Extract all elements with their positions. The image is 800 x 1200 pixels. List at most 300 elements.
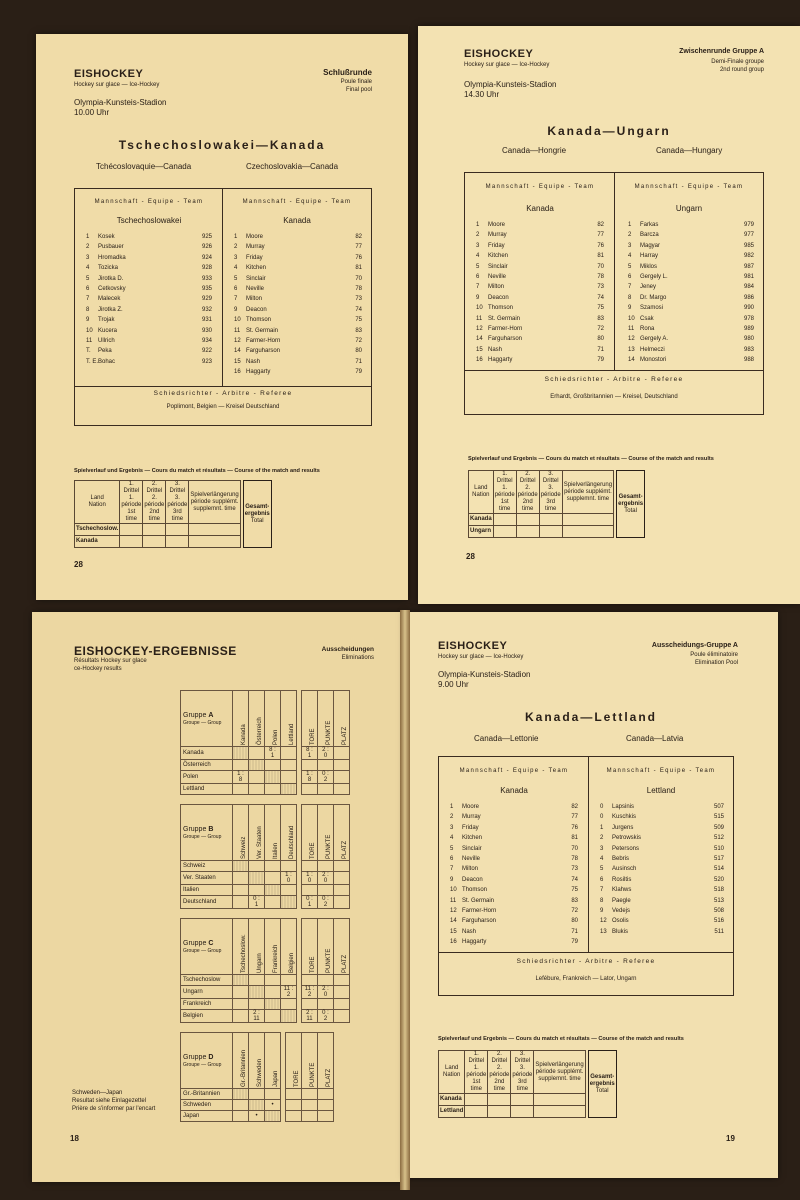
player-name: Jirotka D. <box>98 275 124 282</box>
player-id: 72 <box>597 326 604 333</box>
roster-player <box>234 315 362 325</box>
jersey-number: 2 <box>234 244 238 251</box>
player-id: 71 <box>355 358 362 365</box>
roster-player <box>450 833 578 843</box>
land-label: Land <box>474 485 488 491</box>
player-name: Murray <box>462 814 481 821</box>
player-id: 931 <box>201 317 212 324</box>
team-column-header: Mannschaft - Equipe - Team <box>634 184 744 190</box>
group-goals <box>302 760 318 771</box>
group-result-cell <box>265 760 281 771</box>
group-points: 0 : 2 <box>318 896 334 909</box>
player-name: Haggarty <box>462 939 487 946</box>
player-id: 82 <box>597 222 604 228</box>
group-result-cell: • <box>265 1100 281 1111</box>
roster-player <box>234 284 362 294</box>
group-result-cell: 1 : 0 <box>281 872 297 885</box>
player-id: 78 <box>571 856 578 863</box>
player-name: Gergely A. <box>640 336 669 343</box>
player-name: Moore <box>462 804 480 810</box>
player-name: Jirotka Z. <box>98 306 123 313</box>
player-name: Hromadka <box>98 254 126 261</box>
jersey-number: 12 <box>450 908 457 915</box>
group-row-team: Österreich <box>181 760 233 771</box>
team-name-right: Ungarn <box>675 204 703 213</box>
jersey-number: 10 <box>476 305 483 312</box>
group-result-cell: 8 : 1 <box>265 747 281 760</box>
period-header-d3: 3rd time <box>171 509 184 522</box>
player-id: 70 <box>597 263 604 270</box>
player-name: Bebris <box>612 856 630 863</box>
group-goals: 2 : 11 <box>302 1010 318 1023</box>
player-name: Miklos <box>640 263 658 270</box>
group-goals <box>302 885 318 896</box>
jersey-number: 1 <box>450 804 454 810</box>
group-sub: Groupe — Group <box>183 1061 222 1068</box>
player-name: Farguharson <box>488 336 523 343</box>
jersey-number: 3 <box>234 254 238 261</box>
group-row-team: Deutschland <box>181 896 233 909</box>
group-sub: Groupe — Group <box>183 947 222 954</box>
match-title-fr: Canada—Lettonie <box>474 734 539 743</box>
player-id: 979 <box>743 222 754 228</box>
sport-header: EISHOCKEY <box>438 640 508 652</box>
roster-player <box>600 864 724 874</box>
group-result-cell <box>281 784 297 795</box>
roster-player <box>476 345 604 355</box>
total-header: ergebnis <box>618 500 644 507</box>
period-header-d2: 2. Drittel <box>146 481 163 494</box>
roster-player <box>628 293 754 303</box>
player-id: 70 <box>355 275 362 282</box>
player-id: 932 <box>201 306 212 313</box>
group-result-cell: 0 : 1 <box>249 896 265 909</box>
group-row-team: Frankreich <box>181 999 233 1010</box>
roster-player <box>476 303 604 313</box>
period-header-d1: 1. Drittel <box>123 481 140 494</box>
group-points: 2 : 0 <box>318 986 334 999</box>
player-name: Monostori <box>640 357 667 364</box>
player-name: Murray <box>488 232 507 239</box>
group-result-cell <box>265 771 281 784</box>
referee-label: Schiedsrichter - Arbitre - Referee <box>153 390 293 397</box>
group-place <box>334 771 350 784</box>
player-id: 990 <box>743 305 754 312</box>
player-name: Nash <box>246 358 261 365</box>
roster-player <box>450 927 578 937</box>
group-letter: B <box>208 825 214 833</box>
player-name: St. Germain <box>246 327 279 334</box>
group-result-cell <box>249 760 265 771</box>
note-result: Resultat siehe Einlagezettel <box>72 1098 147 1104</box>
jersey-number: 3 <box>86 254 90 261</box>
player-name: Farmer-Horn <box>462 908 497 915</box>
player-id: 76 <box>597 242 604 249</box>
roster-player <box>450 802 578 812</box>
group-goals <box>302 999 318 1010</box>
group-result-cell <box>281 747 297 760</box>
roster-player <box>628 220 754 230</box>
roster-player <box>450 896 578 906</box>
player-id: 74 <box>597 294 604 301</box>
player-id: 928 <box>201 265 212 272</box>
period-header-d1: 1. Drittel <box>468 1051 485 1064</box>
group-goals <box>286 1089 302 1100</box>
group-column-team: Lettland <box>288 723 295 745</box>
nation-label: Nation <box>88 502 106 508</box>
group-points <box>318 760 334 771</box>
period-header-ot: Spielverlängerung <box>535 1061 584 1068</box>
player-id: 71 <box>571 928 578 935</box>
player-name: Neville <box>462 856 481 863</box>
roster-player <box>476 272 604 282</box>
round-sub-fr: Poule finale <box>340 79 372 85</box>
group-row-team: Polen <box>181 771 233 784</box>
period-header-d1: 1. Drittel <box>496 471 513 484</box>
group-result-cell <box>265 1089 281 1100</box>
period-header-d3: 3. période <box>540 485 561 498</box>
team-name-right: Kanada <box>283 216 311 225</box>
player-name: Osolis <box>612 918 629 925</box>
player-id: 934 <box>201 338 212 345</box>
roster-player <box>86 263 212 273</box>
group-column-team: Gr.-Britannien <box>240 1049 247 1087</box>
note-match: Schweden—Japan <box>72 1090 123 1096</box>
jersey-number: 16 <box>476 357 483 364</box>
roster-player <box>628 241 754 251</box>
player-id: 75 <box>597 305 604 312</box>
group-result-cell <box>265 975 281 986</box>
round-sub: Eliminations <box>341 655 374 661</box>
jersey-number: 8 <box>86 306 90 313</box>
group-place <box>334 975 350 986</box>
roster-left <box>86 232 212 367</box>
team-column-header: Mannschaft - Equipe - Team <box>94 199 204 205</box>
jersey-number: 16 <box>450 939 457 946</box>
roster-player <box>476 282 604 292</box>
player-name: Klahws <box>612 887 632 894</box>
player-name: Kucera <box>98 327 118 334</box>
period-header-d3: 3. Drittel <box>169 481 186 494</box>
roster-player <box>234 336 362 346</box>
period-header-d3: 3. Drittel <box>514 1051 531 1064</box>
roster-player <box>600 823 724 833</box>
team-name-right: Lettland <box>646 786 676 795</box>
sport-subheader: Hockey sur glace — Ice-Hockey <box>464 62 550 68</box>
period-header-d2: 2nd time <box>522 499 534 512</box>
player-name: Barcza <box>640 232 659 239</box>
group-table-d <box>180 1032 334 1122</box>
roster-player <box>600 916 724 926</box>
roster-player <box>600 812 724 822</box>
player-name: Milton <box>462 866 479 873</box>
roster-player <box>600 885 724 895</box>
group-result-cell <box>265 861 281 872</box>
roster-player <box>628 272 754 282</box>
player-id: 514 <box>713 866 724 873</box>
group-result-cell <box>233 861 249 872</box>
roster-player <box>86 357 212 367</box>
player-name: Kitchen <box>488 253 509 260</box>
team-name-left: Kanada <box>526 204 554 213</box>
player-id: 83 <box>571 897 578 904</box>
group-result-cell <box>233 747 249 760</box>
group-column-team: Schweden <box>256 1058 263 1087</box>
group-row-team: Gr.-Britannien <box>181 1089 233 1100</box>
group-result-cell <box>265 986 281 999</box>
total-header: Gesamt- <box>590 1073 615 1080</box>
jersey-number: 7 <box>476 284 480 291</box>
group-column-stat: TORE <box>309 842 316 859</box>
jersey-number: 9 <box>600 908 604 915</box>
player-id: 988 <box>743 357 754 364</box>
group-result-cell <box>281 999 297 1010</box>
match-title: Tschechoslowakei—Kanada <box>118 138 326 152</box>
player-id: 75 <box>355 317 362 324</box>
jersey-number: 5 <box>450 845 454 852</box>
roster-player <box>476 220 604 230</box>
group-points <box>318 861 334 872</box>
group-points <box>318 885 334 896</box>
group-column-team: Polen <box>272 729 279 745</box>
jersey-number: 11 <box>86 338 93 345</box>
group-result-cell <box>265 885 281 896</box>
match-title-en: Canada—Latvia <box>626 734 684 743</box>
player-id: 935 <box>201 286 212 293</box>
player-id: 977 <box>743 232 754 239</box>
period-header-ot: supplemnt. time <box>566 495 610 502</box>
jersey-number: 7 <box>600 887 604 894</box>
referee-names: Erhardt, Großbritannien — Kreisel, Deutschland <box>550 394 678 400</box>
roster-player <box>234 367 362 377</box>
jersey-number: 1 <box>86 234 90 240</box>
player-id: 76 <box>571 824 578 831</box>
sport-subheader: Hockey sur glace — Ice-Hockey <box>438 654 524 660</box>
group-place <box>318 1089 334 1100</box>
group-label: Gruppe <box>183 939 207 947</box>
player-id: 513 <box>713 897 724 904</box>
jersey-number: 6 <box>628 274 632 281</box>
team-column-header: Mannschaft - Equipe - Team <box>459 768 569 774</box>
group-result-cell <box>265 1111 281 1122</box>
period-header-ot: Spielverlängerung <box>563 481 613 488</box>
roster-player <box>86 284 212 294</box>
jersey-number: 7 <box>234 296 238 303</box>
roster-player <box>476 324 604 334</box>
jersey-number: 3 <box>628 242 632 249</box>
period-header-d2: 2. Drittel <box>491 1051 508 1064</box>
venue: Olympia-Kunsteis-Stadion <box>74 98 167 107</box>
group-result-cell <box>249 999 265 1010</box>
group-goals <box>302 784 318 795</box>
group-place <box>334 999 350 1010</box>
referee-label: Schiedsrichter - Arbitre - Referee <box>544 376 684 383</box>
player-id: 83 <box>597 315 604 322</box>
player-name: Kuschkis <box>612 814 637 821</box>
player-id: 511 <box>714 928 724 935</box>
player-id: 70 <box>571 845 578 852</box>
jersey-number: 16 <box>234 369 241 376</box>
jersey-number: 4 <box>450 835 454 842</box>
player-id: 73 <box>597 284 604 291</box>
roster-player <box>450 812 578 822</box>
program-page-bottom-right <box>404 612 778 1178</box>
roster-player <box>600 802 724 812</box>
referee-names: Lefébure, Frankreich — Lator, Ungarn <box>535 976 637 982</box>
group-column-stat: TORE <box>309 728 316 745</box>
jersey-number: 0 <box>600 814 604 821</box>
player-id: 987 <box>743 263 754 270</box>
jersey-number: 6 <box>450 856 454 863</box>
roster-player <box>450 823 578 833</box>
roster-player <box>86 326 212 336</box>
group-goals: 8 : 1 <box>302 747 318 760</box>
player-id: 512 <box>713 835 724 842</box>
jersey-number: 14 <box>450 918 457 925</box>
jersey-number: 9 <box>476 294 480 301</box>
group-row-team: Japan <box>181 1111 233 1122</box>
group-place <box>334 1010 350 1023</box>
group-letter: A <box>208 711 214 719</box>
player-name: Milton <box>488 284 505 291</box>
roster-right <box>234 232 362 378</box>
player-id: 81 <box>597 253 604 260</box>
match-title: Kanada—Ungarn <box>547 124 671 138</box>
player-name: Milton <box>246 296 263 303</box>
roster-player <box>86 315 212 325</box>
jersey-number: 3 <box>476 242 480 249</box>
player-id: 79 <box>571 939 578 946</box>
group-result-cell <box>233 784 249 795</box>
jersey-number: 11 <box>476 315 483 322</box>
player-name: Cetkovsky <box>98 286 126 293</box>
period-header-d2: 2nd time <box>148 509 161 522</box>
player-name: Gergely L. <box>640 274 668 281</box>
roster-player <box>476 241 604 251</box>
period-header-ot: Spielverlängerung <box>190 491 239 498</box>
player-name: Magyar <box>640 242 661 249</box>
group-result-cell: • <box>249 1111 265 1122</box>
jersey-number: T. <box>86 348 91 355</box>
group-result-cell <box>233 999 249 1010</box>
group-result-cell <box>281 861 297 872</box>
period-header-d2: 2. période <box>517 485 538 498</box>
match-time: 9.00 Uhr <box>438 680 469 689</box>
roster-player <box>234 274 362 284</box>
jersey-number: 15 <box>450 928 457 935</box>
group-column-stat: TORE <box>309 956 316 973</box>
roster-player <box>234 263 362 273</box>
group-goals <box>286 1100 302 1111</box>
group-result-cell <box>233 885 249 896</box>
jersey-number: 10 <box>628 315 635 322</box>
jersey-number: 0 <box>600 804 604 810</box>
player-name: Kitchen <box>246 265 267 272</box>
round-sub-fr: Poule éliminatoire <box>690 652 738 658</box>
roster-player <box>450 844 578 854</box>
player-name: St. Germain <box>462 897 495 904</box>
player-id: 978 <box>743 315 754 322</box>
player-id: 75 <box>571 887 578 894</box>
player-name: Moore <box>488 222 506 228</box>
roster-player <box>86 253 212 263</box>
results-section-title: Spielverlauf und Ergebnis — Cours du match et résultats — Course of the match and results <box>74 468 320 474</box>
jersey-number: 1 <box>234 234 238 240</box>
period-header-d1: 1. période <box>494 485 515 498</box>
venue: Olympia-Kunsteis-Stadion <box>464 80 557 89</box>
round-sub-en: Elimination Pool <box>694 660 738 666</box>
jersey-number: 9 <box>234 306 238 313</box>
roster-player <box>476 262 604 272</box>
player-name: Deacon <box>246 306 267 313</box>
jersey-number: 7 <box>86 296 90 303</box>
player-id: 930 <box>201 327 212 334</box>
group-result-cell <box>281 975 297 986</box>
group-column-team: Belgien <box>288 952 295 973</box>
group-result-cell <box>249 872 265 885</box>
match-title-en: Canada—Hungary <box>656 146 723 155</box>
team-column-header: Mannschaft - Equipe - Team <box>242 199 352 205</box>
roster-player <box>600 854 724 864</box>
group-points: 2 : 0 <box>318 872 334 885</box>
group-column-stat: PUNKTE <box>309 1062 316 1087</box>
group-row-team: Schweiz <box>181 861 233 872</box>
group-column-stat: TORE <box>293 1070 300 1087</box>
period-header-d1: 1st time <box>470 1079 483 1092</box>
group-column-team: Ungarn <box>256 953 263 973</box>
jersey-number: 14 <box>476 336 483 343</box>
group-result-cell <box>233 1111 249 1122</box>
group-place <box>334 885 350 896</box>
jersey-number: 12 <box>628 336 635 343</box>
player-id: 507 <box>713 804 724 810</box>
player-name: Friday <box>488 242 505 249</box>
player-id: 82 <box>355 234 362 240</box>
group-points <box>318 975 334 986</box>
group-sub: Groupe — Group <box>183 719 222 726</box>
player-name: Friday <box>246 254 263 261</box>
jersey-number: 12 <box>600 918 607 925</box>
group-result-cell <box>249 885 265 896</box>
jersey-number: 3 <box>450 824 454 831</box>
group-points <box>302 1111 318 1122</box>
player-name: Lapsinis <box>612 804 635 810</box>
roster-player <box>628 262 754 272</box>
group-goals: 1 : 0 <box>302 872 318 885</box>
nation-label: Nation <box>472 492 490 498</box>
jersey-number: 12 <box>234 338 241 345</box>
match-title: Kanada—Lettland <box>524 710 657 724</box>
jersey-number: 6 <box>86 286 90 293</box>
player-id: 76 <box>355 254 362 261</box>
period-header-d2: 2nd time <box>493 1079 506 1092</box>
jersey-number: 1 <box>628 222 632 228</box>
player-name: Petersons <box>612 845 640 852</box>
group-result-cell <box>233 1010 249 1023</box>
player-id: 520 <box>713 876 724 883</box>
roster-player <box>476 355 604 365</box>
jersey-number: 14 <box>628 357 635 364</box>
group-sub: Groupe — Group <box>183 833 222 840</box>
roster-player <box>476 230 604 240</box>
player-id: 510 <box>713 845 724 852</box>
group-result-cell <box>281 885 297 896</box>
jersey-number: 4 <box>628 253 632 260</box>
nation-label: Nation <box>443 1072 461 1078</box>
period-header-d1: 1. période <box>121 495 142 508</box>
roster-player <box>476 251 604 261</box>
player-id: 983 <box>743 346 754 353</box>
